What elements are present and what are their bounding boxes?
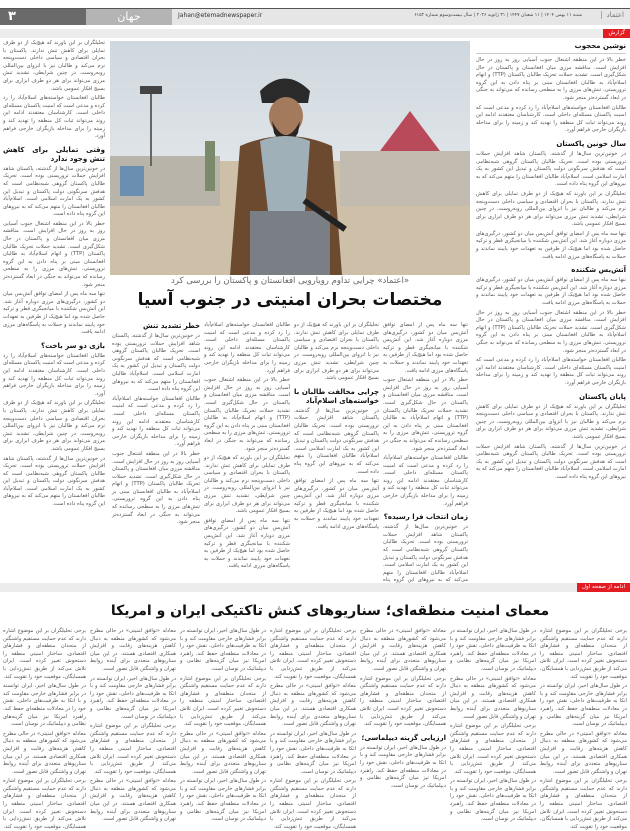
paragraph: برخی تحلیلگران بر این موضوع اشاره دارند که عدم حمایت مستقیم واشنگتن از متحدان منطقه‌ای و فشارهای اقتصادی، ساختار امنیتی منطقه را دستخوش تغییر کرده است. ایران تلاش می‌کند از طریق تنش‌زدایی با همسایگان، موقعیت خود را تقویت کند. <box>90 723 176 775</box>
page-number: ۳ <box>0 9 86 25</box>
paragraph: تحلیلگران بر این باورند که هیچ‌یک از دو طرف تمایلی برای کاهش تنش ندارند. پاکستان با بحران اقتصادی و سیاسی داخلی دست‌وپنجه نرم می‌کند و طالبان نیز با انزوای بین‌المللی روبه‌روست. در چنین شرایطی، تشدید تنش مرزی می‌تواند برای هر دو طرف ابزاری برای بسیج افکار عمومی باشد. <box>204 455 290 515</box>
headline-kicker: «اعتماد» چرایی تداوم رویارویی افغانستان و پاکستان را بررسی کرد <box>170 276 410 286</box>
paragraph: در خونین‌ترین سال‌ها از گذشته، پاکستان شاهد افزایش حملات تروریستی بوده است. تحریک طالبان پاکستان گروهی شبه‌نظامی است که هدفش سرنگونی دولت پاکستان و تبدیل این کشور به یک امارت اسلامی است. اسلام‌آباد طالبان افغانستان را متهم می‌کند که به نیروهای این گروه پناه داده است. <box>3 455 105 508</box>
subhead: سال خونین پاکستان <box>556 139 626 148</box>
byline: نوشین محجوب <box>476 42 626 54</box>
paragraph: تحلیلگران بر این باورند که هیچ‌یک از دو طرف تمایلی برای کاهش تنش ندارند. پاکستان با بحران اقتصادی و سیاسی داخلی دست‌وپنجه نرم می‌کند و طالبان نیز با انزوای بین‌المللی روبه‌روست. در چنین شرایطی، تشدید تنش مرزی می‌تواند برای هر دو طرف ابزاری برای بسیج افکار عمومی باشد. <box>294 322 379 382</box>
continued-tag: ادامه از صفحه اول <box>577 583 630 592</box>
subhead: زمان انتخاب فرا رسیده؟ <box>383 513 468 522</box>
report-bar <box>0 29 630 38</box>
body-column-3 <box>204 322 290 580</box>
paragraph: برخی تحلیلگران بر این موضوع اشاره دارند که عدم حمایت مستقیم واشنگتن از متحدان منطقه‌ای و فشارهای اقتصادی، ساختار امنیتی منطقه را دستخوش تغییر کرده است. ایران تلاش می‌کند از طریق تنش‌زدایی با همسایگان، موقعیت خود را تقویت کند. <box>450 723 536 775</box>
paragraph: معادله «توافق امنیتی» در حالی مطرح می‌شود که کشورهای منطقه به دنبال کاهش هزینه‌های رقابت و افزایش همکاری اقتصادی هستند. در این میان سناریوهای متعددی برای آینده روابط تهران و واشنگتن قابل تصور است. <box>3 730 86 775</box>
continued-bar <box>0 583 630 592</box>
report-tag: گزارش <box>603 29 630 38</box>
paragraph: طالبان افغانستان خواسته‌های اسلام‌آباد را رد کرده و مدعی است که امنیت پاکستان مسئله‌ای داخلی است. کارشناسان معتقدند ادامه این روند می‌تواند ثبات کل منطقه را تهدید کند و زمینه را برای مداخله بازیگران خارجی فراهم آورد. <box>383 455 468 507</box>
paragraph: در خونین‌ترین سال‌ها از گذشته، پاکستان شاهد افزایش حملات تروریستی بوده است. تحریک طالبان پاکستان گروهی شبه‌نظامی است که هدفش سرنگونی دولت پاکستان و تبدیل این کشور به یک امارت اسلامی است. اسلام‌آباد طالبان افغانستان را متهم می‌کند که به نیروهای این گروه پناه <box>383 524 468 584</box>
paragraph: تحلیلگران بر این باورند که هیچ‌یک از دو طرف تمایلی برای کاهش تنش ندارند. پاکستان با بحران اقتصادی و سیاسی داخلی دست‌وپنجه نرم می‌کند و طالبان نیز با انزوای بین‌المللی روبه‌روست. در چنین شرایطی، تشدید تنش مرزی می‌تواند برای هر دو طرف ابزاری برای بسیج افکار عمومی باشد. <box>3 40 105 92</box>
bottom-headline: معمای امنیت منطقه‌ای؛ سناریوهای کنش تاکتیکی ایران و امریکا <box>110 603 550 619</box>
paragraph: تنها سه ماه پس از امضای توافق آتش‌بس میان دو کشور، درگیری‌های مرزی دوباره آغاز شد. این آتش‌بس شکننده با میانجیگری قطر و ترکیه حاصل شده بود اما هیچ‌یک از طرفین به تعهدات خود پایبند نماندند و حملات به پاسگاه‌های مرزی ادامه یافت. <box>383 322 468 374</box>
paragraph: برخی تحلیلگران بر این موضوع اشاره دارند که عدم حمایت مستقیم واشنگتن از متحدان منطقه‌ای و فشارهای اقتصادی، ساختار امنیتی منطقه را دستخوش تغییر کرده است. ایران تلاش می‌کند از طریق تنش‌زدایی با همسایگان، موقعیت خود را تقویت کند. <box>360 675 446 728</box>
paragraph: معادله «توافق امنیتی» در حالی مطرح می‌شود که کشورهای منطقه به دنبال کاهش هزینه‌های رقابت و افزایش همکاری اقتصادی هستند. در این میان سناریوهای متعددی برای آینده روابط تهران و واشنگتن قابل تصور است. <box>270 683 356 728</box>
section-name: جهان <box>86 9 172 25</box>
subhead: بازی دو سر باخت؟ <box>41 341 105 350</box>
paragraph: خطر بالا در این منطقه اشتعال جنوب آسیایی روز به روز در حال افزایش است. مناقشه مرزی میان افغانستان و پاکستان در حال شکل‌گیری است. تشدید حملات تحریک طالبان پاکستان (TTP) و اتهام اسلام‌آباد به طالبان افغانستان مبنی بر پناه دادن به این گروه تروریستی، تنش‌های مرزی را به سطحی رسانده که می‌تواند به جنگی در ابعاد گسترده‌تر منجر شود. <box>383 377 468 452</box>
paragraph: در طول سال‌های اخیر، ایران توانسته در برابر فشارهای خارجی مقاومت کند و با اتکا به ظرفیت‌های داخلی، نقش خود را در معادلات منطقه‌ای حفظ کند. راهبرد امریکا نیز میان گزینه‌های نظامی و دیپلماتیک در نوسان است. <box>450 778 536 823</box>
right-column <box>476 42 626 580</box>
paragraph: تحلیلگران بر این باورند که هیچ‌یک از دو طرف تمایلی برای کاهش تنش ندارند. پاکستان با بحران اقتصادی و سیاسی داخلی دست‌وپنجه نرم می‌کند و طالبان نیز با انزوای بین‌المللی روبه‌روست. در چنین شرایطی، تشدید تنش مرزی می‌تواند برای هر دو طرف ابزاری برای بسیج افکار عمومی باشد. <box>476 403 626 440</box>
paragraph: معادله «توافق امنیتی» در حالی مطرح می‌شود که کشورهای منطقه به دنبال کاهش هزینه‌های رقابت و افزایش همکاری اقتصادی هستند. در این میان سناریوهای متعددی برای آینده روابط تهران و واشنگتن قابل تصور است. <box>180 730 266 775</box>
paragraph: در طول سال‌های اخیر، ایران توانسته در برابر فشارهای خارجی مقاومت کند و با اتکا به ظرفیت‌های داخلی، نقش خود را در معادلات منطقه‌ای حفظ کند. راهبرد امریکا نیز میان گزینه‌های نظامی و دیپلماتیک در نوسان است. <box>180 778 266 823</box>
body-column-4 <box>112 322 200 580</box>
paragraph: معادله «توافق امنیتی» در حالی مطرح می‌شود که کشورهای منطقه به دنبال کاهش هزینه‌های رقابت و افزایش همکاری اقتصادی هستند. در این میان سناریوهای متعددی برای آینده روابط تهران و واشنگتن قابل تصور است. <box>450 675 536 720</box>
bottom-column-4 <box>270 628 356 830</box>
page-header <box>0 8 630 25</box>
paragraph: طالبان افغانستان خواسته‌های اسلام‌آباد را رد کرده و مدعی است که امنیت پاکستان مسئله‌ای داخلی است. کارشناسان معتقدند ادامه این روند می‌تواند ثبات کل منطقه را تهدید کند و زمینه را برای مداخله بازیگران خارجی فراهم آورد. <box>112 395 200 448</box>
paragraph: برخی تحلیلگران بر این موضوع اشاره دارند که عدم حمایت مستقیم واشنگتن از متحدان منطقه‌ای و فشارهای اقتصادی، ساختار امنیتی منطقه را دستخوش تغییر کرده است. ایران تلاش می‌کند از طریق تنش‌زدایی با همسایگان، موقعیت خود را تقویت کند. <box>540 628 627 680</box>
paragraph: در طول سال‌های اخیر، ایران توانسته در برابر فشارهای خارجی مقاومت کند و با اتکا به ظرفیت‌های داخلی، نقش خود را در معادلات منطقه‌ای حفظ کند. راهبرد امریکا نیز میان گزینه‌های نظامی و دیپلماتیک در نوسان است. <box>90 675 176 720</box>
paragraph: در خونین‌ترین سال‌ها از گذشته، پاکستان شاهد افزایش حملات تروریستی بوده است. تحریک طالبان پاکستان گروهی شبه‌نظامی است که هدفش سرنگونی دولت پاکستان و تبدیل این کشور به یک امارت اسلامی است. اسلام‌آباد طالبان افغانستان را متهم می‌کند که به نیروهای این گروه پناه داده است. <box>3 165 105 218</box>
bottom-column-3 <box>360 628 446 820</box>
paragraph: برخی تحلیلگران بر این موضوع اشاره دارند که عدم حمایت مستقیم واشنگتن از متحدان منطقه‌ای و فشارهای اقتصادی، ساختار امنیتی منطقه را دستخوش تغییر کرده است. ایران تلاش می‌کند از طریق تنش‌زدایی با همسایگان، موقعیت خود را تقویت کند. <box>180 675 266 728</box>
paragraph: تنها سه ماه پس از امضای توافق آتش‌بس میان دو کشور، درگیری‌های مرزی دوباره آغاز شد. این آتش‌بس شکننده با میانجیگری قطر و ترکیه حاصل شده بود اما هیچ‌یک از طرفین به تعهدات خود پایبند نماندند و حملات به پاسگاه‌های مرزی ادامه یافت. <box>204 517 290 570</box>
paragraph: در خونین‌ترین سال‌ها از گذشته، پاکستان شاهد افزایش حملات تروریستی بوده است. تحریک طالبان پاکستان گروهی شبه‌نظامی است که هدفش سرنگونی دولت پاکستان و تبدیل این کشور به یک امارت اسلامی است. اسلام‌آباد طالبان افغانستان را متهم می‌کند که به نیروهای این گروه پناه داده است. <box>476 150 626 188</box>
bottom-column-2 <box>450 628 536 823</box>
subhead: پایان پاکستان <box>579 392 626 401</box>
subhead: وقتی تمایلی برای کاهش تنش وجود ندارد <box>3 145 105 163</box>
paragraph: برخی تحلیلگران بر این موضوع اشاره دارند که عدم حمایت مستقیم واشنگتن از متحدان منطقه‌ای و فشارهای اقتصادی، ساختار امنیتی منطقه را دستخوش تغییر کرده است. ایران تلاش می‌کند از طریق تنش‌زدایی با همسایگان، موقعیت خود را تقویت کند. <box>3 628 86 680</box>
paragraph: تنها سه ماه پس از امضای توافق آتش‌بس میان دو کشور، درگیری‌های مرزی دوباره آغاز شد. این آتش‌بس شکننده با میانجیگری قطر و ترکیه حاصل شده بود اما هیچ‌یک از طرفین به تعهدات خود پایبند نماندند و حملات به پاسگاه‌های مرزی ادامه یافت. <box>3 291 105 336</box>
paragraph: طالبان افغانستان خواسته‌های اسلام‌آباد را رد کرده و مدعی است که امنیت پاکستان مسئله‌ای داخلی است. کارشناسان معتقدند ادامه این روند می‌تواند ثبات کل منطقه را تهدید کند و زمینه را برای مداخله بازیگران خارجی فراهم آورد. <box>204 322 290 374</box>
left-column <box>3 40 105 580</box>
paragraph: خطر بالا در این منطقه اشتعال جنوب آسیایی روز به روز در حال افزایش است. مناقشه مرزی میان افغانستان و پاکستان در حال شکل‌گیری است. تشدید حملات تحریک طالبان پاکستان (TTP) و اتهام اسلام‌آباد به طالبان افغانستان مبنی بر پناه دادن به این گروه تروریستی، تنش‌های مرزی را به سطحی رسانده که می‌تواند به جنگی در ابعاد گسترده‌تر منجر شود. <box>204 377 290 452</box>
paragraph: تنها سه ماه پس از امضای توافق آتش‌بس میان دو کشور، درگیری‌های مرزی دوباره آغاز شد. این آتش‌بس شکننده با میانجیگری قطر و ترکیه حاصل شده بود اما هیچ‌یک از طرفین به تعهدات خود پایبند نماندند و حملات به پاسگاه‌های مرزی ادامه یافت. <box>476 277 626 307</box>
paragraph: در خونین‌ترین سال‌ها از گذشته، پاکستان شاهد افزایش حملات تروریستی بوده است. تحریک طالبان پاکستان گروهی شبه‌نظامی است که هدفش سرنگونی دولت پاکستان و تبدیل این کشور به یک امارت اسلامی است. اسلام‌آباد طالبان افغانستان را متهم می‌کند که به نیروهای این گروه پناه داده است. <box>112 333 200 393</box>
lead-photo <box>110 41 470 275</box>
subhead: خطر تشدید تنش <box>143 322 200 330</box>
paragraph: معادله «توافق امنیتی» در حالی مطرح می‌شود که کشورهای منطقه به دنبال کاهش هزینه‌های رقابت و افزایش همکاری اقتصادی هستند. در این میان سناریوهای متعددی برای آینده روابط تهران و واشنگتن قابل تصور است. <box>90 778 176 823</box>
paragraph: برخی تحلیلگران بر این موضوع اشاره دارند که عدم حمایت مستقیم واشنگتن از متحدان منطقه‌ای و فشارهای اقتصادی، ساختار امنیتی منطقه را دستخوش تغییر کرده است. ایران تلاش می‌کند از طریق تنش‌زدایی با همسایگان، موقعیت خود را تقویت کند. <box>270 778 356 830</box>
paragraph: در طول سال‌های اخیر، ایران توانسته در برابر فشارهای خارجی مقاومت کند و با اتکا به ظرفیت‌های داخلی، نقش خود را در معادلات منطقه‌ای حفظ کند. راهبرد امریکا نیز میان گزینه‌های نظامی و دیپلماتیک در نوسان است. <box>540 683 627 728</box>
paragraph: در طول سال‌های اخیر، ایران توانسته در برابر فشارهای خارجی مقاومت کند و با اتکا به ظرفیت‌های داخلی، نقش خود را در معادلات منطقه‌ای حفظ کند. راهبرد امریکا نیز میان گزینه‌های نظامی و دیپلماتیک در نوسان است. <box>270 730 356 775</box>
paragraph: تنها سه ماه پس از امضای توافق آتش‌بس میان دو کشور، درگیری‌های مرزی دوباره آغاز شد. این آتش‌بس شکننده با میانجیگری قطر و ترکیه حاصل شده بود اما هیچ‌یک از طرفین به تعهدات خود پایبند نماندند و حملات به پاسگاه‌های مرزی ادامه یافت. <box>476 230 626 260</box>
body-column-2 <box>294 322 379 580</box>
paragraph: طالبان افغانستان خواسته‌های اسلام‌آباد را رد کرده و مدعی است که امنیت پاکستان مسئله‌ای داخلی است. کارشناسان معتقدند ادامه این روند می‌تواند ثبات کل منطقه را تهدید کند و زمینه را برای مداخله بازیگران خارجی فراهم آورد. <box>476 357 626 386</box>
paragraph: معادله «توافق امنیتی» در حالی مطرح می‌شود که کشورهای منطقه به دنبال کاهش هزینه‌های رقابت و افزایش همکاری اقتصادی هستند. در این میان سناریوهای متعددی برای آینده روابط تهران و واشنگتن قابل تصور است. <box>540 730 627 775</box>
newspaper-logo: اعتماد <box>601 11 624 19</box>
subhead: چرایی مخالفت طالبان با خواسته‌های اسلام‌آباد <box>294 387 379 405</box>
paragraph: خطر بالا در این منطقه اشتعال جنوب آسیایی روز به روز در حال افزایش است. مناقشه مرزی میان افغانستان و پاکستان در حال شکل‌گیری است. تشدید حملات تحریک طالبان پاکستان (TTP) و اتهام اسلام‌آباد به طالبان افغانستان مبنی بر پناه دادن به این گروه تروریستی، تنش‌های مرزی را به سطحی رسانده که می‌تواند به جنگی در ابعاد گسترده‌تر منجر شود. <box>476 57 626 101</box>
paragraph: در خونین‌ترین سال‌ها از گذشته، پاکستان شاهد افزایش حملات تروریستی بوده است. تحریک طالبان پاکستان گروهی شبه‌نظامی است که هدفش سرنگونی دولت پاکستان و تبدیل این کشور به یک امارت اسلامی است. اسلام‌آباد طالبان افغانستان را متهم می‌کند که به نیروهای این گروه پناه داده است. <box>294 407 379 475</box>
paragraph: خطر بالا در این منطقه اشتعال جنوب آسیایی روز به روز در حال افزایش است. مناقشه مرزی میان افغانستان و پاکستان در حال شکل‌گیری است. تشدید حملات تحریک طالبان پاکستان (TTP) و اتهام اسلام‌آباد به طالبان افغانستان مبنی بر پناه دادن به این گروه تروریستی، تنش‌های مرزی را به سطحی رسانده که می‌تواند به جنگی در ابعاد گسترده‌تر منجر شود. <box>476 309 626 354</box>
subhead: ارزیابی گزینه دیپلماسی؛ <box>361 733 446 742</box>
body-column-1 <box>383 322 468 584</box>
paragraph: برخی تحلیلگران بر این موضوع اشاره دارند که عدم حمایت مستقیم واشنگتن از متحدان منطقه‌ای و فشارهای اقتصادی، ساختار امنیتی منطقه را دستخوش تغییر کرده است. ایران تلاش می‌کند از طریق تنش‌زدایی با همسایگان، موقعیت خود را تقویت کند. <box>3 778 86 830</box>
bottom-column-7 <box>3 628 86 830</box>
paragraph: برخی تحلیلگران بر این موضوع اشاره دارند که عدم حمایت مستقیم واشنگتن از متحدان منطقه‌ای و فشارهای اقتصادی، ساختار امنیتی منطقه را دستخوش تغییر کرده است. ایران تلاش می‌کند از طریق تنش‌زدایی با همسایگان، موقعیت خود را تقویت کند. <box>540 778 627 830</box>
paragraph: طالبان افغانستان خواسته‌های اسلام‌آباد را رد کرده و مدعی است که امنیت پاکستان مسئله‌ای داخلی است. کارشناسان معتقدند ادامه این روند می‌تواند ثبات کل منطقه را تهدید کند و زمینه را برای مداخله بازیگران خارجی فراهم آورد. <box>3 352 105 397</box>
paragraph: در طول سال‌های اخیر، ایران توانسته در برابر فشارهای خارجی مقاومت کند و با اتکا به ظرفیت‌های داخلی، نقش خود را در معادلات منطقه‌ای حفظ کند. راهبرد امریکا نیز میان گزینه‌های نظامی و دیپلماتیک در نوسان است. <box>180 628 266 672</box>
section-email[interactable]: Jahan@etemadnewspaper.ir <box>178 12 263 19</box>
paragraph: معادله «توافق امنیتی» در حالی مطرح می‌شود که کشورهای منطقه به دنبال کاهش هزینه‌های رقابت و افزایش همکاری اقتصادی هستند. در این میان سناریوهای متعددی برای آینده روابط تهران و واشنگتن قابل تصور است. <box>90 628 176 672</box>
paragraph: معادله «توافق امنیتی» در حالی مطرح می‌شود که کشورهای منطقه به دنبال کاهش هزینه‌های رقابت و افزایش همکاری اقتصادی هستند. در این میان سناریوهای متعددی برای آینده روابط تهران و واشنگتن قابل تصور است. <box>360 628 446 672</box>
paragraph: در طول سال‌های اخیر، ایران توانسته در برابر فشارهای خارجی مقاومت کند و با اتکا به ظرفیت‌های داخلی، نقش خود را در معادلات منطقه‌ای حفظ کند. راهبرد امریکا نیز میان گزینه‌های نظامی و دیپلماتیک در نوسان است. <box>450 628 536 672</box>
main-headline: مختصات بحران امنیتی در جنوب آسیا <box>137 290 443 310</box>
bottom-column-1 <box>540 628 627 830</box>
paragraph: خطر بالا در این منطقه اشتعال جنوب آسیایی روز به روز در حال افزایش است. مناقشه مرزی میان افغانستان و پاکستان در حال شکل‌گیری است. تشدید حملات تحریک طالبان پاکستان (TTP) و اتهام اسلام‌آباد به طالبان افغانستان مبنی بر پناه دادن به این گروه تروریستی، تنش‌های مرزی را به سطحی رسانده که می‌تواند به جنگی در ابعاد گسترده‌تر منجر شود. <box>3 220 106 288</box>
paragraph: برخی تحلیلگران بر این موضوع اشاره دارند که عدم حمایت مستقیم واشنگتن از متحدان منطقه‌ای و فشارهای اقتصادی، ساختار امنیتی منطقه را دستخوش تغییر کرده است. ایران تلاش می‌کند از طریق تنش‌زدایی با همسایگان، موقعیت خود را تقویت کند. <box>270 628 356 680</box>
bottom-column-5 <box>180 628 266 823</box>
paragraph: طالبان افغانستان خواسته‌های اسلام‌آباد را رد کرده و مدعی است که امنیت پاکستان مسئله‌ای داخلی است. کارشناسان معتقدند ادامه این روند می‌تواند ثبات کل منطقه را تهدید کند و زمینه را برای مداخله بازیگران خارجی فراهم آورد. <box>476 104 626 134</box>
subhead: آتش‌بس شکننده <box>571 266 626 275</box>
paragraph: خطر بالا در این منطقه اشتعال جنوب آسیایی روز به روز در حال افزایش است. مناقشه مرزی میان افغانستان و پاکستان در حال شکل‌گیری است. تشدید حملات تحریک طالبان پاکستان (TTP) و اتهام اسلام‌آباد به طالبان افغانستان مبنی بر پناه دادن به این گروه تروریستی، تنش‌های مرزی را به سطحی رسانده که می‌تواند به جنگی در ابعاد گسترده‌تر منجر شود. <box>112 450 200 526</box>
paragraph: در طول سال‌های اخیر، ایران توانسته در برابر فشارهای خارجی مقاومت کند و با اتکا به ظرفیت‌های داخلی، نقش خود را در معادلات منطقه‌ای حفظ کند. راهبرد امریکا نیز میان گزینه‌های نظامی و دیپلماتیک در نوسان است. <box>3 683 86 728</box>
paragraph: تحلیلگران بر این باورند که هیچ‌یک از دو طرف تمایلی برای کاهش تنش ندارند. پاکستان با بحران اقتصادی و سیاسی داخلی دست‌وپنجه نرم می‌کند و طالبان نیز با انزوای بین‌المللی روبه‌روست. در چنین شرایطی، تشدید تنش مرزی می‌تواند برای هر دو طرف ابزاری برای بسیج افکار عمومی باشد. <box>476 190 626 228</box>
paragraph: در طول سال‌های اخیر، ایران توانسته در برابر فشارهای خارجی مقاومت کند و با اتکا به ظرفیت‌های داخلی، نقش خود را در معادلات منطقه‌ای حفظ کند. راهبرد امریکا نیز میان گزینه‌های نظامی و دیپلماتیک در نوسان است. <box>360 744 446 789</box>
paragraph: تحلیلگران بر این باورند که هیچ‌یک از دو طرف تمایلی برای کاهش تنش ندارند. پاکستان با بحران اقتصادی و سیاسی داخلی دست‌وپنجه نرم می‌کند و طالبان نیز با انزوای بین‌المللی روبه‌روست. در چنین شرایطی، تشدید تنش مرزی می‌تواند برای هر دو طرف ابزاری برای بسیج افکار عمومی باشد. <box>3 400 105 452</box>
bottom-column-6 <box>90 628 176 823</box>
paragraph: در خونین‌ترین سال‌ها از گذشته، پاکستان شاهد افزایش حملات تروریستی بوده است. تحریک طالبان پاکستان گروهی شبه‌نظامی است که هدفش سرنگونی دولت پاکستان و تبدیل این کشور به یک امارت اسلامی است. اسلام‌آباد طالبان افغانستان را متهم می‌کند که به نیروهای این گروه پناه داده است. <box>476 443 626 480</box>
paragraph: طالبان افغانستان خواسته‌های اسلام‌آباد را رد کرده و مدعی است که امنیت پاکستان مسئله‌ای داخلی است. کارشناسان معتقدند ادامه این روند می‌تواند ثبات کل منطقه را تهدید کند و زمینه را برای مداخله بازیگران خارجی فراهم آورد. <box>3 95 105 140</box>
paragraph: تنها سه ماه پس از امضای توافق آتش‌بس میان دو کشور، درگیری‌های مرزی دوباره آغاز شد. این آتش‌بس شکننده با میانجیگری قطر و ترکیه حاصل شده بود اما هیچ‌یک از طرفین به تعهدات خود پایبند نماندند و حملات به پاسگاه‌های مرزی ادامه یافت. <box>294 478 379 530</box>
date-line: شنبه ۱۱ بهمن ۱۴۰۴ | ۱۱ شعبان ۱۴۴۷ | ۳۱ ژانویه ۲۰۲۶ | سال بیست‌وسوم شماره ۶۱۵۲ <box>414 13 582 18</box>
